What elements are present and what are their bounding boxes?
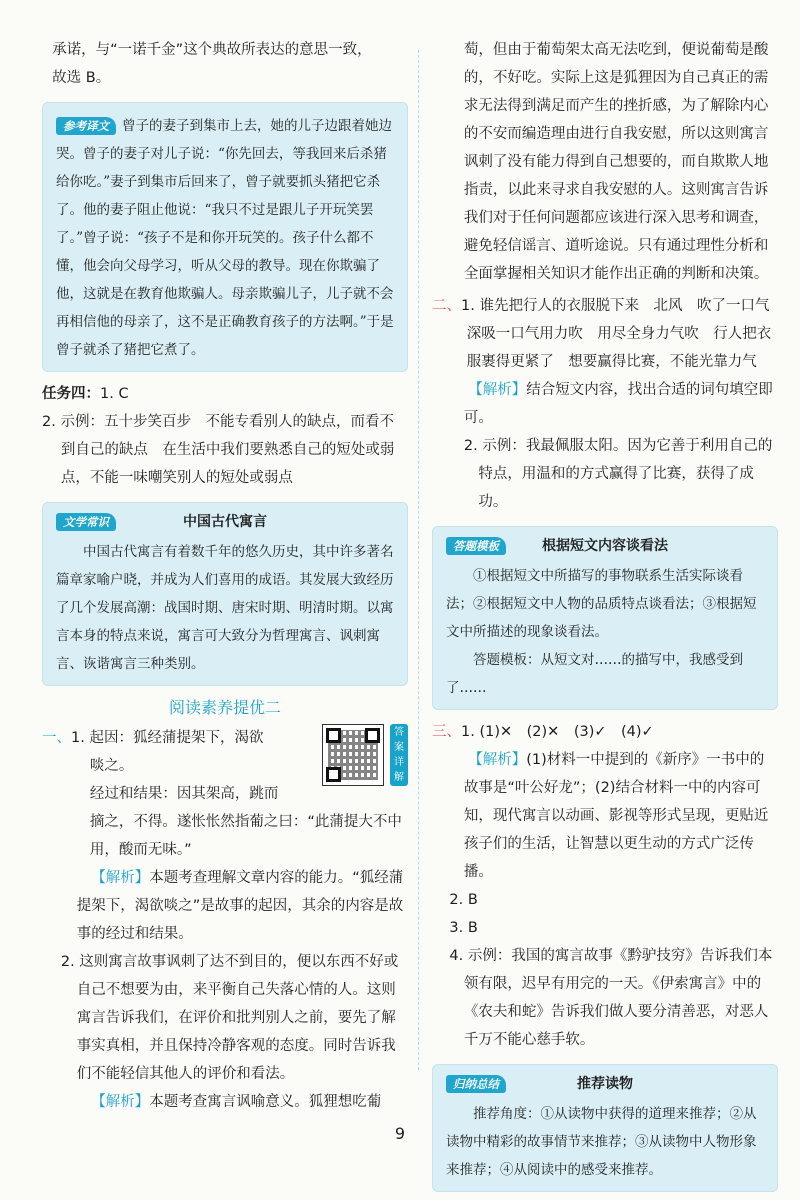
template-box (432, 526, 778, 710)
task4-label: 任务四： (42, 386, 100, 402)
section-3-q1-analysis-text: (1)材料一中提到的《新序》一书中的故事是“叶公好龙”；(2)结合材料一中的内容可知，现代寓言以动画、影视等形式呈现，更贴近孩子们的生活，让智慧以更生动的方式广泛传播。 (463, 752, 769, 880)
page-number: 9 (394, 1124, 406, 1143)
section-3-label: 三、 (432, 724, 461, 740)
section-title: 阅读素养提优二 (168, 698, 281, 717)
qr-answer-label: 答 案 详 解 (390, 724, 408, 786)
section-2-q2: 2. 示例：我最佩服太阳。因为它善于利用自己的特点，用温和的方式赢得了比赛，获得了成功。 (463, 438, 773, 510)
section-2-q1-analysis-text: 结合短文内容，找出合适的词句填空即可。 (463, 382, 773, 426)
question-1-block (42, 724, 408, 864)
task4-answer-2: 2. 示例：五十步笑百步 不能专看别人的缺点，而看不到自己的缺点 在生活中我们要熟悉自己的短处或弱点，不能一味嘲笑别人的短处或弱点 (42, 414, 395, 486)
literature-box (42, 502, 408, 686)
q1-number: 1. (71, 730, 85, 746)
qr-code-image (322, 724, 384, 786)
q1-text-3: 经过和结果：因其架高，跳而 (89, 786, 279, 802)
intro-text-1: 承诺，与“一诺千金”这个典故所表达的意思一致， (52, 42, 372, 58)
analysis-tag: 【解析】 (468, 382, 527, 398)
q1-analysis (42, 864, 408, 948)
q2-analysis-text: 本题考查寓言讽喻意义。狐狸想吃葡 (149, 1094, 382, 1110)
analysis-tag: 【解析】 (468, 752, 527, 768)
analysis-tag: 【解析】 (91, 870, 150, 886)
section-2-q1-text: 1. 谁先把行人的衣服脱下来 北风 吹了一口气 深吸一口气用力吹 用尽全身力气吹 行人把衣服裹得更紧了 想要赢得比赛，不能光靠力气 (461, 298, 784, 370)
template-tag: 答题模板 (446, 537, 506, 555)
intro-line (42, 36, 408, 64)
section-1-label: 一、 (42, 730, 71, 746)
q1-text-4: 摘之，不得。遂怅怅然指葡之曰：“此蒲提大不中用，酸而无味。” (89, 814, 402, 858)
task4-answer-1: 1. C (100, 386, 129, 402)
q1-text-2: 啖之。 (89, 758, 134, 774)
section-3-q4: 4. 示例：我国的寓言故事《黔驴技穷》告诉我们本领有限，迟早有用完的一天。《伊索寓言》中的《农夫和蛇》告诉我们做人要分清善恶，对恶人千万不能心慈手软。 (449, 948, 773, 1048)
translation-tag: 参考译文 (56, 117, 116, 135)
section-3-q3: 3. B (449, 920, 478, 936)
template-text-1: ①根据短文中所描写的事物联系生活实际谈看法；②根据短文中人物的品质特点谈看法；③根据短文中所描述的现象谈看法。 (446, 568, 757, 640)
section-2-label: 二、 (432, 298, 461, 314)
template-text-2: 答题模板：从短文对……的描写中，我感受到了…… (446, 652, 743, 696)
continued-analysis: 萄，但由于葡萄架太高无法吃到，便说葡萄是酸的，不好吃。实际上这是狐狸因为自己真正的需求无法得到满足而产生的挫折感，为了解除内心的不安而编造理由进行自我安慰，所以这则寓言讽刺了没有能力得到自己想要的，而自欺欺人地指责，以此来寻求自我安慰的人。这则寓言告诉我们对于任何问题都应该进行深入思考和调查，避免轻信谣言、道听途说。只有通过理性分析和全面掌握相关知识才能作出正确的判断和决策。 (463, 42, 769, 282)
q2-analysis (42, 1088, 408, 1116)
section-2-q1-analysis (432, 376, 778, 432)
intro-text-2: 故选 B。 (52, 70, 111, 86)
section-3-q1 (432, 718, 778, 746)
section-3-q2: 2. B (449, 892, 478, 908)
qr-code[interactable] (322, 724, 408, 794)
intro-line-2 (42, 64, 408, 92)
literature-tag: 文学常识 (56, 513, 116, 531)
analysis-tag: 【解析】 (91, 1094, 150, 1110)
task4-line (42, 380, 408, 408)
literature-title: 中国古代寓言 (183, 514, 267, 530)
section-3-q1-text: 1. (1)✕ (2)✕ (3)✓ (4)✓ (461, 724, 654, 740)
translation-box (42, 102, 408, 372)
column-divider (418, 50, 419, 1070)
right-column (432, 36, 784, 1200)
summary-title: 推荐读物 (577, 1076, 633, 1092)
section-2-q1 (432, 292, 784, 376)
summary-text: 推荐角度：①从读物中获得的道理来推荐；②从读物中精彩的故事情节来推荐；③从读物中人物形象来推荐；④从阅读中的感受来推荐。 (446, 1106, 757, 1178)
template-title: 根据短文内容谈看法 (542, 538, 668, 554)
summary-tag: 归纳总结 (446, 1075, 506, 1093)
left-column (42, 36, 408, 1116)
section-3-q1-analysis (432, 746, 778, 886)
q1-analysis-text: 本题考查理解文章内容的能力。“狐经蒲提架下，渴欲啖之”是故事的起因，其余的内容是故事的经过和结果。 (76, 870, 404, 942)
literature-text: 中国古代寓言有着数千年的悠久历史，其中许多著名篇章家喻户晓，并成为人们喜用的成语。其发展大致经历了几个发展高潮：战国时期、唐宋时期、明清时期。以寓言本身的特点来说，寓言可大致分为哲理寓言、讽刺寓言、诙谐寓言三种类别。 (56, 544, 394, 672)
q1-text-1: 起因：狐经蒲提架下，渴欲 (89, 730, 264, 746)
translation-text: 曾子的妻子到集市上去，她的儿子边跟着她边哭。曾子的妻子对儿子说：“你先回去，等我回来后杀猪给你吃。”妻子到集市后回来了，曾子就要抓头猪把它杀了。他的妻子阻止他说：“我只不过是跟儿子开玩笑罢了。”曾子说：“孩子不是和你开玩笑的。孩子什么都不懂，他会向父母学习，听从父母的教导。现在你欺骗了他，这就是在教育他欺骗人。母亲欺骗儿子，儿子就不会再相信他的母亲了，这不是正确教育孩子的方法啊。”于是曾子就杀了猪把它煮了。 (56, 118, 394, 358)
q2-text: 2. 这则寓言故事讽刺了达不到目的，便以东西不好或自己不想要为由，来平衡自己失落心情的人。这则寓言告诉我们，在评价和批判别人之前，要先了解事实真相，并且保持冷静客观的态度。同时告诉我们不能轻信其他人的评价和看法。 (60, 954, 399, 1082)
